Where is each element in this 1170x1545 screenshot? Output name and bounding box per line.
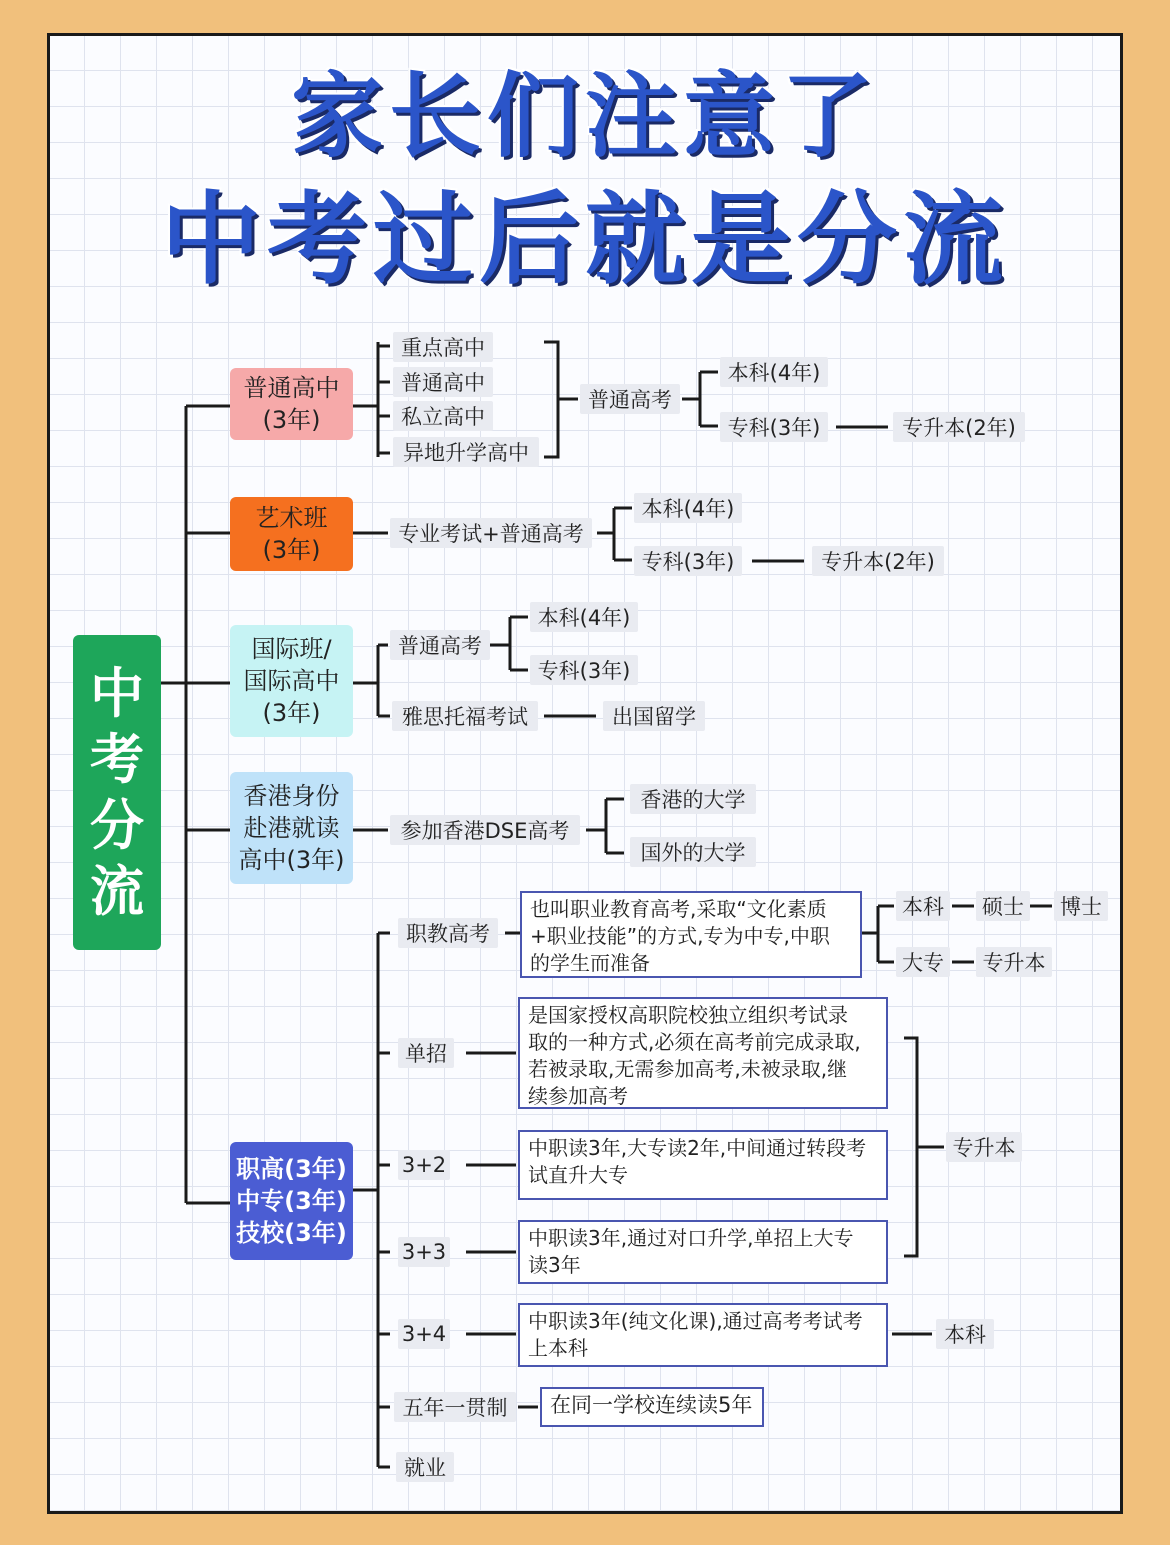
- category-xianggang-line2: 赴港就读: [243, 814, 340, 842]
- group-bracket: [904, 1038, 944, 1256]
- danzhao-desc-line3: 若被录取,无需参加高考,未被录取,继: [528, 1057, 848, 1081]
- xianggang-hk-univ: 香港的大学: [630, 784, 756, 814]
- category-putong-line1: 普通高中: [243, 374, 340, 402]
- guoji-exam: 普通高考: [390, 630, 490, 660]
- three-four-label: 3+4: [398, 1319, 450, 1349]
- branch1-exam-split: [682, 372, 718, 426]
- guoji-zhuanke: 专科(3年): [530, 655, 638, 685]
- category-xianggang-line3: 高中(3年): [238, 846, 345, 874]
- three-four-desc-line2: 上本科: [528, 1336, 588, 1360]
- putong-zhuanke: 专科(3年): [720, 412, 828, 442]
- xianggang-foreign-univ: 国外的大学: [630, 837, 756, 867]
- school-putong: 普通高中: [393, 367, 493, 397]
- category-guoji-line3: (3年): [262, 699, 321, 727]
- zhijiao-desc-line1: 也叫职业教育高考,采取“文化素质: [530, 897, 827, 921]
- root-char-3: 分: [90, 793, 144, 857]
- three-three-label: 3+3: [398, 1237, 450, 1267]
- category-zhigao-line3: 技校(3年): [236, 1219, 347, 1247]
- zhijiao-desc-line3: 的学生而准备: [530, 951, 650, 975]
- three-two-desc-line1: 中职读3年,大专读2年,中间通过转段考: [528, 1136, 867, 1160]
- three-three-desc-line2: 读3年: [528, 1253, 581, 1277]
- category-xianggang-line1: 香港身份: [243, 782, 340, 810]
- root-char-1: 中: [90, 661, 144, 725]
- category-zhigao-line1: 职高(3年): [236, 1155, 347, 1183]
- guoji-benke: 本科(4年): [530, 602, 638, 632]
- danzhao-desc-box: [518, 997, 888, 1109]
- zhijiao-desc-line2: +职业技能”的方式,专为中专,中职: [530, 924, 830, 948]
- wunian-label: 五年一贯制: [394, 1392, 516, 1422]
- wunian-desc-box: [540, 1387, 764, 1427]
- category-putong-line2: (3年): [262, 406, 321, 434]
- zhijiao-zhuanshengben: 专升本: [976, 947, 1052, 977]
- guoji-ielts: 雅思托福考试: [392, 701, 538, 731]
- danzhao-desc-line2: 取的一种方式,必须在高考前完成录取,: [528, 1030, 861, 1054]
- xianggang-exam: 参加香港DSE高考: [390, 815, 580, 845]
- school-yidi: 异地升学高中: [393, 437, 539, 467]
- root-trunk: [161, 406, 230, 1203]
- zhijiao-benke: 本科: [896, 891, 950, 921]
- jiuye-label: 就业: [396, 1452, 454, 1482]
- category-guoji-line2: 国际高中: [243, 667, 340, 695]
- three-four-result: 本科: [936, 1319, 994, 1349]
- branch3-exam-split: [490, 617, 528, 670]
- zhijiao-dazhuan: 大专: [896, 947, 950, 977]
- wunian-desc-line: 在同一学校连续读5年: [550, 1393, 753, 1417]
- school-zhongdian: 重点高中: [393, 332, 493, 362]
- category-xianggang: [230, 772, 353, 884]
- danzhao-desc-line4: 续参加高考: [528, 1084, 628, 1108]
- yishu-zhuanke: 专科(3年): [634, 546, 742, 576]
- branch5-connector: [353, 933, 390, 1467]
- root-char-4: 流: [90, 859, 144, 923]
- putong-exam: 普通高考: [580, 384, 680, 414]
- branch1-connector: [353, 342, 390, 457]
- category-guoji: [230, 625, 353, 737]
- three-three-desc-box: [518, 1220, 888, 1284]
- three-two-label: 3+2: [398, 1150, 450, 1180]
- zhijiao-label: 职教高考: [398, 918, 498, 948]
- category-yishu: [230, 497, 353, 571]
- title-line-2: 中考过后就是分流: [161, 181, 1009, 298]
- category-yishu-line2: (3年): [262, 536, 321, 564]
- school-sili: 私立高中: [393, 401, 493, 431]
- branch1-bracket: [544, 342, 578, 457]
- danzhao-label: 单招: [398, 1038, 454, 1068]
- yishu-zhuanshengben: 专升本(2年): [812, 546, 944, 576]
- category-yishu-line1: 艺术班: [255, 504, 328, 532]
- putong-zhuanshengben: 专升本(2年): [893, 412, 1025, 442]
- zhijiao-shuoshi: 硕士: [976, 891, 1030, 921]
- category-zhigao-line2: 中专(3年): [236, 1187, 347, 1215]
- yishu-exam: 专业考试+普通高考: [390, 518, 592, 548]
- danzhao-desc-line1: 是国家授权高职院校独立组织考试录: [528, 1003, 848, 1027]
- three-two-desc-box: [518, 1130, 888, 1200]
- yishu-benke: 本科(4年): [634, 493, 742, 523]
- branch4-exam-split: [586, 799, 624, 853]
- guoji-abroad: 出国留学: [603, 701, 705, 731]
- category-guoji-line1: 国际班/: [251, 635, 332, 663]
- zhijiao-desc-box: [520, 891, 862, 978]
- root-char-2: 考: [90, 727, 144, 791]
- category-putong: [230, 368, 353, 440]
- putong-benke: 本科(4年): [720, 357, 828, 387]
- three-two-desc-line2: 试直升大专: [528, 1163, 628, 1187]
- three-four-desc-box: [518, 1303, 888, 1367]
- title-line-1: 家长们注意了: [290, 63, 879, 170]
- category-zhigao: [230, 1142, 353, 1260]
- branch2-exam-split: [597, 508, 632, 560]
- zhijiao-boshi: 博士: [1054, 891, 1108, 921]
- branch3-connector: [353, 645, 390, 716]
- group-result: 专升本: [946, 1132, 1022, 1162]
- three-four-desc-line1: 中职读3年(纯文化课),通过高考考试考: [528, 1309, 863, 1333]
- root-node: [73, 635, 161, 950]
- three-three-desc-line1: 中职读3年,通过对口升学,单招上大专: [528, 1226, 854, 1250]
